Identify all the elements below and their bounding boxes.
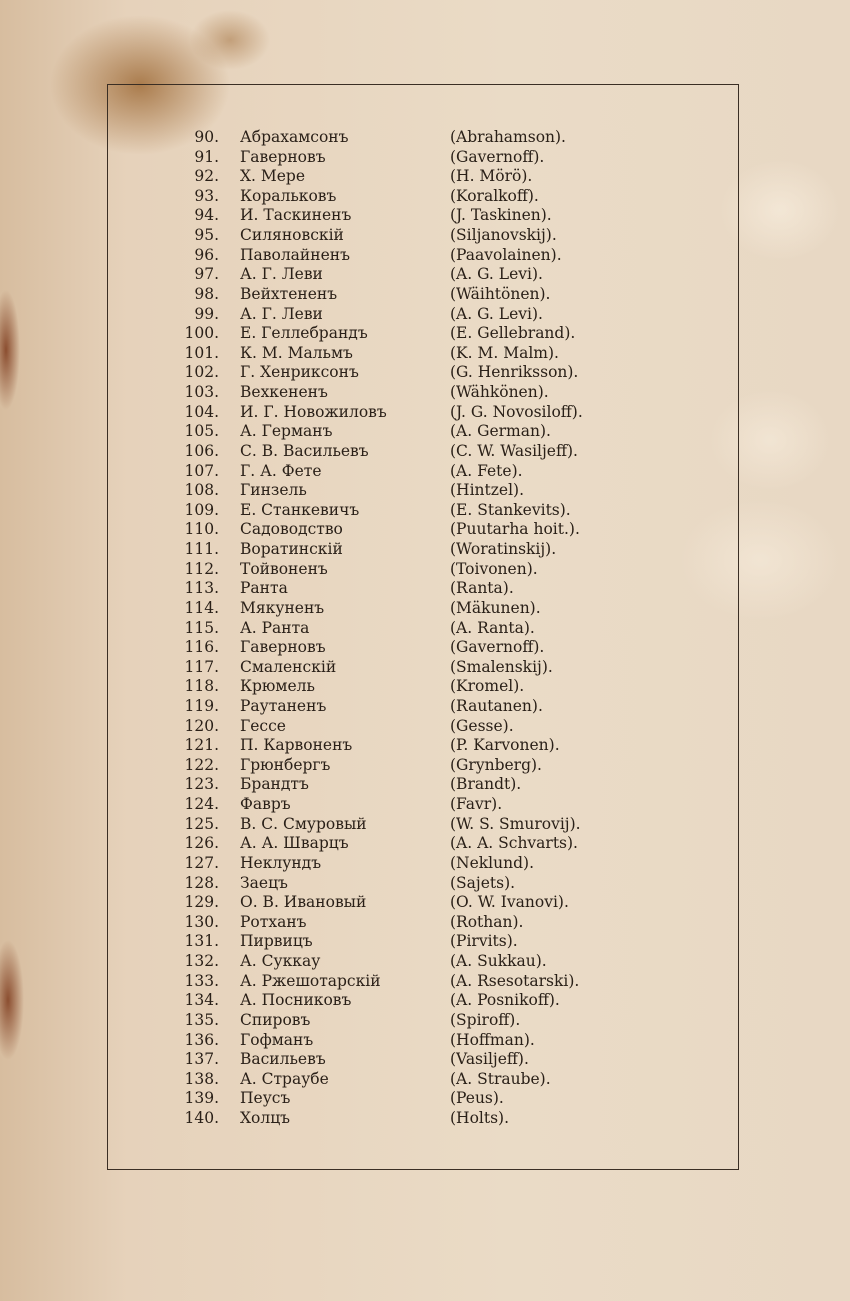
entry-name-latin: (E. Stankevits).	[450, 500, 571, 519]
list-item	[0, 774, 850, 794]
entry-number: 103.	[184, 383, 219, 402]
entry-name-latin: (A. Posnikoff).	[450, 991, 560, 1010]
entry-name-cyrillic: П. Карвоненъ	[240, 736, 353, 755]
entry-name-latin: (Hoffman).	[450, 1030, 535, 1049]
entry-number: 94.	[194, 206, 219, 225]
list-item	[0, 716, 850, 736]
list-item	[0, 892, 850, 912]
list-item	[0, 1088, 850, 1108]
list-item	[0, 696, 850, 716]
entry-name-latin: (A. Fete).	[450, 461, 523, 480]
entry-name-cyrillic: Е. Станкевичъ	[240, 500, 360, 519]
entry-name-latin: (A. G. Levi).	[450, 265, 543, 284]
list-item	[0, 441, 850, 461]
entry-number: 102.	[184, 363, 219, 382]
entry-name-cyrillic: Крюмель	[240, 677, 315, 696]
list-item	[0, 1010, 850, 1030]
entry-number: 116.	[184, 638, 219, 657]
list-item	[0, 833, 850, 853]
entry-name-latin: (Mäkunen).	[450, 598, 541, 617]
list-item	[0, 323, 850, 343]
list-item	[0, 304, 850, 324]
entry-name-latin: (Abrahamson).	[450, 128, 566, 146]
list-item	[0, 186, 850, 206]
entry-name-latin: (Rautanen).	[450, 696, 543, 715]
entry-name-latin: (Koralkoff).	[450, 186, 539, 205]
entry-name-latin: (O. W. Ivanovi).	[450, 893, 569, 912]
entry-number: 92.	[194, 167, 219, 186]
entry-name-latin: (Smalenskij).	[450, 657, 553, 676]
entry-name-cyrillic: Заецъ	[240, 873, 288, 892]
entry-name-latin: (Kromel).	[450, 677, 525, 696]
entry-number: 107.	[184, 461, 219, 480]
entry-number: 138.	[184, 1069, 219, 1088]
entry-name-latin: (Gesse).	[450, 716, 514, 735]
entry-name-latin: (Gavernoff).	[450, 147, 545, 166]
entry-name-latin: (Puutarha hoit.).	[450, 520, 580, 539]
list-item	[0, 1069, 850, 1089]
entry-name-cyrillic: Воратинскій	[240, 540, 343, 559]
list-item	[0, 853, 850, 873]
list-item	[0, 382, 850, 402]
entry-name-latin: (Peus).	[450, 1089, 504, 1108]
entry-name-cyrillic: Фавръ	[240, 795, 291, 814]
entry-name-latin: (A. Rsesotarski).	[450, 971, 580, 990]
entry-number: 130.	[184, 912, 219, 931]
list-item	[0, 578, 850, 598]
list-item	[0, 1108, 850, 1128]
list-item	[0, 598, 850, 618]
entry-number: 123.	[184, 775, 219, 794]
entry-number: 135.	[184, 1010, 219, 1029]
entry-name-latin: (A. German).	[450, 422, 551, 441]
entry-number: 129.	[184, 893, 219, 912]
list-item	[0, 676, 850, 696]
entry-name-latin: (Hintzel).	[450, 481, 525, 500]
list-item	[0, 284, 850, 304]
entry-number: 137.	[184, 1050, 219, 1069]
entry-number: 111.	[184, 540, 219, 559]
entry-name-latin: (Neklund).	[450, 853, 534, 872]
entry-name-cyrillic: Грюнбергъ	[240, 755, 331, 774]
entry-name-cyrillic: Ранта	[240, 579, 288, 598]
entry-name-cyrillic: А. Ржешотарскій	[240, 971, 381, 990]
entry-name-cyrillic: Брандтъ	[240, 775, 309, 794]
entry-name-cyrillic: Гаверновъ	[240, 638, 326, 657]
entry-number: 108.	[184, 481, 219, 500]
entry-name-latin: (Woratinskij).	[450, 540, 557, 559]
list-item	[0, 1030, 850, 1050]
entry-name-cyrillic: Силяновскій	[240, 226, 344, 245]
list-item	[0, 559, 850, 579]
entry-number: 125.	[184, 814, 219, 833]
list-item	[0, 245, 850, 265]
entry-name-latin: (Sajets).	[450, 873, 516, 892]
entry-name-cyrillic: Холцъ	[240, 1109, 291, 1127]
entry-name-cyrillic: Коральковъ	[240, 186, 337, 205]
list-item	[0, 264, 850, 284]
entry-name-latin: (P. Karvonen).	[450, 736, 560, 755]
entry-name-latin: (A. Sukkau).	[450, 952, 547, 971]
entry-name-latin: (Pirvits).	[450, 932, 518, 951]
entry-name-cyrillic: Спировъ	[240, 1010, 311, 1029]
list-item	[0, 539, 850, 559]
entry-number: 101.	[184, 343, 219, 362]
entry-name-latin: (A. G. Levi).	[450, 304, 543, 323]
list-item	[0, 225, 850, 245]
entry-name-cyrillic: А. Страубе	[240, 1069, 329, 1088]
entry-number: 139.	[184, 1089, 219, 1108]
entry-name-cyrillic: Тойвоненъ	[240, 559, 328, 578]
list-item	[0, 480, 850, 500]
entry-name-cyrillic: И. Г. Новожиловъ	[240, 402, 387, 421]
entry-number: 120.	[184, 716, 219, 735]
list-item	[0, 637, 850, 657]
entry-number: 114.	[184, 598, 219, 617]
entry-number: 134.	[184, 991, 219, 1010]
entry-name-latin: (Brandt).	[450, 775, 522, 794]
list-item	[0, 873, 850, 893]
entry-name-cyrillic: А. Ранта	[240, 618, 310, 637]
entry-name-latin: (G. Henriksson).	[450, 363, 579, 382]
entry-number: 128.	[184, 873, 219, 892]
entry-number: 97.	[194, 265, 219, 284]
entry-number: 119.	[184, 696, 219, 715]
list-item	[0, 755, 850, 775]
list-item	[0, 519, 850, 539]
list-item	[0, 166, 850, 186]
entry-name-latin: (J. G. Novosiloff).	[450, 402, 583, 421]
entry-name-latin: (A. Ranta).	[450, 618, 535, 637]
list-item	[0, 402, 850, 422]
list-item	[0, 735, 850, 755]
list-item	[0, 971, 850, 991]
entry-name-latin: (Grynberg).	[450, 755, 542, 774]
entry-name-latin: (C. W. Wasiljeff).	[450, 441, 578, 460]
entry-name-cyrillic: Паволайненъ	[240, 245, 350, 264]
list-item	[0, 931, 850, 951]
entry-name-cyrillic: Гаверновъ	[240, 147, 326, 166]
entry-number: 100.	[184, 324, 219, 343]
entry-number: 113.	[184, 579, 219, 598]
entry-number: 126.	[184, 834, 219, 853]
entry-number: 140.	[184, 1109, 219, 1127]
entry-name-cyrillic: Вехкененъ	[240, 383, 328, 402]
entry-name-cyrillic: Г. Хенриксонъ	[240, 363, 359, 382]
entry-name-latin: (Siljanovskij).	[450, 226, 557, 245]
entry-name-latin: (Spiroff).	[450, 1010, 521, 1029]
entry-number: 99.	[194, 304, 219, 323]
entry-number: 122.	[184, 755, 219, 774]
entry-name-latin: (A. A. Schvarts).	[450, 834, 578, 853]
entry-name-latin: (E. Gellebrand).	[450, 324, 576, 343]
entry-number: 124.	[184, 795, 219, 814]
entry-number: 115.	[184, 618, 219, 637]
entry-name-cyrillic: Мякуненъ	[240, 598, 325, 617]
entry-name-cyrillic: Гессе	[240, 716, 286, 735]
entry-number: 117.	[184, 657, 219, 676]
list-item	[0, 814, 850, 834]
entry-number: 96.	[194, 245, 219, 264]
entry-name-cyrillic: О. В. Ивановый	[240, 893, 367, 912]
entry-name-cyrillic: К. М. Мальмъ	[240, 343, 353, 362]
entry-number: 127.	[184, 853, 219, 872]
entry-name-latin: (Vasiljeff).	[450, 1050, 529, 1069]
entry-number: 132.	[184, 952, 219, 971]
entry-name-cyrillic: Гофманъ	[240, 1030, 314, 1049]
entry-name-cyrillic: А. Посниковъ	[240, 991, 352, 1010]
entry-name-cyrillic: А. Суккау	[240, 952, 321, 971]
entry-name-cyrillic: Пеусъ	[240, 1089, 291, 1108]
entry-number: 109.	[184, 500, 219, 519]
entry-name-latin: (Holts).	[450, 1109, 510, 1127]
entry-name-latin: (Favr).	[450, 795, 503, 814]
entry-name-latin: (Paavolainen).	[450, 245, 562, 264]
entry-name-cyrillic: Гинзель	[240, 481, 307, 500]
entry-name-cyrillic: Х. Мере	[240, 167, 306, 186]
list-item	[0, 794, 850, 814]
entry-name-cyrillic: Смаленскій	[240, 657, 337, 676]
entry-name-latin: (Gavernoff).	[450, 638, 545, 657]
entry-name-cyrillic: Пирвицъ	[240, 932, 313, 951]
entry-name-latin: (K. M. Malm).	[450, 343, 559, 362]
entry-name-cyrillic: Абрахамсонъ	[240, 128, 349, 146]
list-item	[0, 500, 850, 520]
list-item	[0, 421, 850, 441]
entry-number: 93.	[194, 186, 219, 205]
list-item	[0, 990, 850, 1010]
entry-number: 110.	[184, 520, 219, 539]
list-item	[0, 1049, 850, 1069]
entry-number: 118.	[184, 677, 219, 696]
entry-name-cyrillic: Г. А. Фете	[240, 461, 322, 480]
list-item	[0, 147, 850, 167]
entry-number: 106.	[184, 441, 219, 460]
entry-name-cyrillic: Е. Геллебрандъ	[240, 324, 368, 343]
entry-number: 105.	[184, 422, 219, 441]
entry-number: 121.	[184, 736, 219, 755]
entry-name-latin: (Rothan).	[450, 912, 524, 931]
entry-number: 98.	[194, 284, 219, 303]
list-item	[0, 951, 850, 971]
list-item	[0, 127, 850, 147]
entry-number: 131.	[184, 932, 219, 951]
entry-name-cyrillic: А. Г. Леви	[240, 265, 323, 284]
list-item	[0, 461, 850, 481]
list-item	[0, 205, 850, 225]
entry-name-cyrillic: И. Таскиненъ	[240, 206, 352, 225]
list-item	[0, 618, 850, 638]
list-item	[0, 362, 850, 382]
entry-name-latin: (A. Straube).	[450, 1069, 551, 1088]
entry-name-cyrillic: Вейхтененъ	[240, 284, 338, 303]
entry-number: 136.	[184, 1030, 219, 1049]
entry-name-cyrillic: С. В. Васильевъ	[240, 441, 369, 460]
entry-name-cyrillic: А. А. Шварцъ	[240, 834, 349, 853]
entry-name-latin: (Wäihtönen).	[450, 284, 551, 303]
entry-name-cyrillic: Ротханъ	[240, 912, 307, 931]
entry-name-cyrillic: Раутаненъ	[240, 696, 327, 715]
entry-number: 104.	[184, 402, 219, 421]
entry-name-latin: (Ranta).	[450, 579, 514, 598]
entry-number: 90.	[194, 128, 219, 146]
entry-name-latin: (Wähkönen).	[450, 383, 549, 402]
entry-name-cyrillic: А. Германъ	[240, 422, 333, 441]
entry-name-latin: (W. S. Smurovij).	[450, 814, 581, 833]
list-item	[0, 343, 850, 363]
entry-name-latin: (J. Taskinen).	[450, 206, 552, 225]
entry-number: 91.	[194, 147, 219, 166]
entry-name-cyrillic: В. С. Смуровый	[240, 814, 367, 833]
entry-name-cyrillic: Васильевъ	[240, 1050, 326, 1069]
entry-name-cyrillic: Садоводство	[240, 520, 343, 539]
entry-number: 95.	[194, 226, 219, 245]
list-item	[0, 912, 850, 932]
entry-name-cyrillic: А. Г. Леви	[240, 304, 323, 323]
entry-name-latin: (H. Mörö).	[450, 167, 533, 186]
entry-name-latin: (Toivonen).	[450, 559, 538, 578]
list-item	[0, 657, 850, 677]
entry-number: 112.	[184, 559, 219, 578]
entry-number: 133.	[184, 971, 219, 990]
entry-name-cyrillic: Неклундъ	[240, 853, 322, 872]
